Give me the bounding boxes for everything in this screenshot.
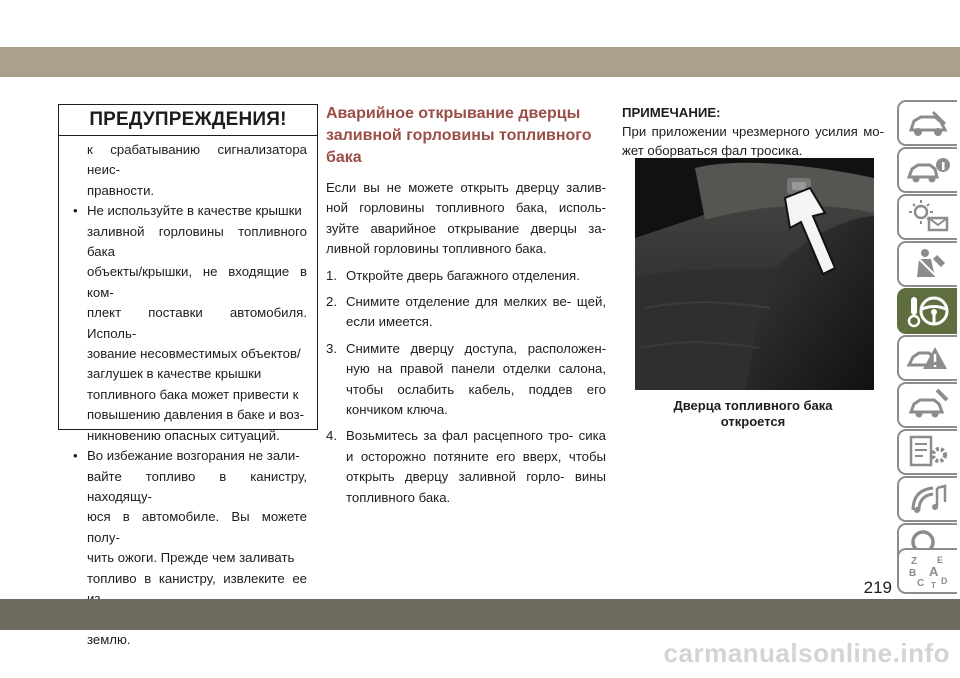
step-text: Снимите дверцу доступа, расположен- ную на правой панели отделки салона, чтобы ослабить кабель, поддев его кончиком ключа.: [346, 340, 606, 418]
section-intro: Если вы не можете открыть дверцу залив- ной горловины топливного бака, исполь- зуйте аварийное открывание дверцы за- ливной горловины топливного бака.: [326, 180, 606, 257]
tab-multimedia[interactable]: [897, 476, 957, 522]
note-column: [622, 103, 884, 160]
section-heading-line: Аварийное открывание дверцы: [326, 105, 581, 122]
step-text: Откройте дверь багажного отделения.: [346, 267, 580, 283]
fuel-door-photo: [635, 158, 874, 390]
warning-lights-message-icon: [905, 198, 951, 236]
warning-line: объекты/крышки, не входящие в ком-: [87, 264, 307, 300]
watermark: carmanualsonline.info: [663, 638, 950, 668]
step-number: 3.: [326, 340, 337, 356]
warning-line: вайте топливо в канистру, находящу-: [87, 468, 307, 504]
footer-band: [0, 599, 960, 630]
index-letter: Z: [911, 556, 918, 567]
warning-line: юся в автомобиле. Вы можете полу-: [87, 509, 307, 545]
warning-line: повышению давления в баке и воз-: [87, 407, 304, 423]
page-number: 219: [863, 578, 892, 597]
warning-line: плект поставки автомобиля. Исполь-: [87, 305, 307, 341]
warning-line: • Не используйте в качестве крышки: [73, 201, 307, 221]
index-letter: A: [929, 564, 939, 579]
section-heading-line: заливной горловины топливного: [326, 127, 592, 144]
car-info-icon: [905, 104, 951, 142]
header-band: [0, 47, 960, 77]
index-letter: C: [917, 578, 925, 589]
step-number: 1.: [326, 267, 337, 283]
starting-operating-icon: [905, 292, 951, 330]
caption-line: Дверца топливного бака: [673, 398, 833, 413]
emergency-triangle-icon: [905, 339, 951, 377]
index-letter: T: [931, 581, 936, 590]
section-heading-line: бака: [326, 149, 362, 166]
main-column: [326, 103, 606, 514]
warning-box: [58, 104, 318, 647]
tab-car-manual[interactable]: [897, 147, 957, 193]
warning-line: никновению опасных ситуаций.: [87, 427, 280, 443]
warning-line: топливо в канистру, извлеките ее: [87, 570, 307, 586]
multimedia-icon: [905, 480, 951, 518]
step-item: [326, 266, 606, 286]
step-text: Снимите отделение для мелких ве- щей, если имеется.: [346, 294, 606, 330]
index-letter: D: [941, 576, 948, 586]
steps-list: [326, 266, 606, 508]
tab-starting-operating[interactable]: [897, 288, 957, 334]
tab-servicing[interactable]: [897, 382, 957, 428]
specifications-gear-icon: [905, 433, 951, 471]
warning-body: [59, 136, 317, 650]
index-letter: B: [909, 568, 917, 579]
warning-line: правности.: [87, 182, 155, 198]
step-text: Возьмитесь за фал расцепного тро- сика и осторожно потяните его вверх, чтобы открыть дверцу заливной горло- вины топливного бака.: [346, 428, 606, 505]
index-letters-icon: [905, 552, 951, 590]
index-letter: E: [937, 555, 944, 565]
warning-line: заглушек в качестве крышки: [87, 366, 262, 382]
warning-line: заливной горловины топливного бака: [87, 223, 307, 260]
car-manual-icon: [905, 151, 951, 189]
warning-line: чить ожоги. Прежде чем заливать: [87, 550, 295, 566]
driving-seatbelt-icon: [905, 245, 951, 283]
note-text: При приложении чрезмерного усилия мо- жет оборваться фал тросика.: [622, 124, 884, 158]
figure-caption: [622, 398, 884, 430]
warning-line: к срабатыванию сигнализатора неис-: [87, 142, 307, 178]
tab-car-info[interactable]: [897, 100, 957, 146]
tab-driving-safety[interactable]: [897, 241, 957, 287]
tab-index[interactable]: [897, 548, 957, 594]
section-heading: [326, 103, 606, 169]
step-item: [326, 292, 606, 333]
tab-specifications[interactable]: [897, 429, 957, 475]
servicing-car-icon: [905, 386, 951, 424]
warning-line: топливного бака может привести к: [87, 386, 299, 402]
warning-line: зование несовместимых объектов/: [87, 346, 301, 362]
trunk-interior-illustration: [635, 158, 874, 390]
step-number: 4.: [326, 428, 337, 444]
warning-title: ПРЕДУПРЕЖДЕНИЯ!: [59, 105, 317, 136]
note-title: ПРИМЕЧАНИЕ:: [622, 105, 721, 120]
step-item: [326, 426, 606, 508]
step-item: [326, 339, 606, 421]
step-number: 2.: [326, 294, 337, 310]
warning-line: землю.: [87, 631, 131, 647]
warning-line: • Во избежание возгорания не зали-: [73, 446, 307, 466]
tab-warning-lights[interactable]: [897, 194, 957, 240]
caption-line: откроется: [720, 414, 786, 429]
tab-emergency[interactable]: [897, 335, 957, 381]
